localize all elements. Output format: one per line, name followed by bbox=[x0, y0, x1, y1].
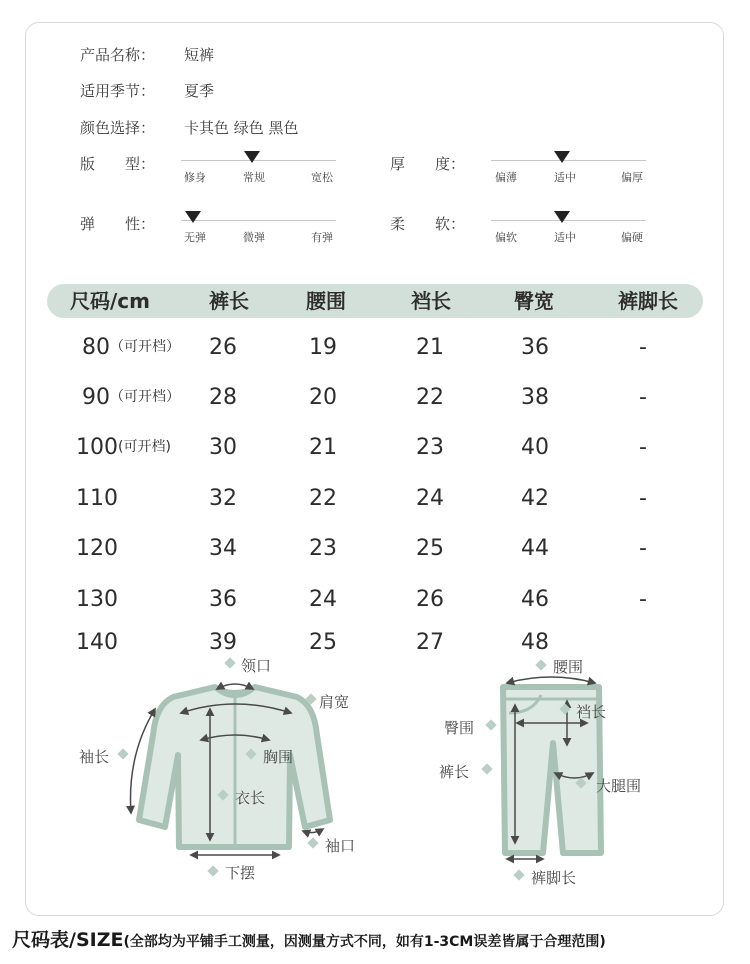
scale-tick: 偏薄 bbox=[495, 171, 517, 184]
label-shirt-length: 衣长 bbox=[235, 789, 266, 807]
size-note: （可开档） bbox=[110, 389, 180, 405]
hip-cell: 40 bbox=[521, 435, 549, 460]
rise-cell: 23 bbox=[416, 435, 444, 460]
scale-tick: 常规 bbox=[243, 171, 265, 184]
hip-cell: 48 bbox=[521, 630, 549, 655]
column-header-pants-length: 裤长 bbox=[209, 289, 249, 313]
hip-cell: 42 bbox=[521, 486, 549, 511]
label-thigh: 大腿围 bbox=[596, 777, 642, 795]
scale-tick: 偏硬 bbox=[621, 231, 643, 244]
scale-label-softness: 柔 软： bbox=[390, 215, 466, 233]
hip-cell: 36 bbox=[521, 335, 549, 360]
rise-cell: 25 bbox=[416, 536, 444, 561]
scale-tick: 有弹 bbox=[311, 231, 333, 244]
measurement-diagram bbox=[47, 635, 697, 905]
size-value: 90 bbox=[82, 385, 110, 410]
leg-opening-cell: - bbox=[639, 486, 647, 511]
size-note: (可开档) bbox=[118, 439, 171, 455]
table-row bbox=[0, 435, 750, 475]
scale-tick: 偏软 bbox=[495, 231, 517, 244]
label-hip: 臀围 bbox=[444, 719, 475, 737]
column-header-rise: 裆长 bbox=[411, 289, 451, 313]
attribute-product-name bbox=[80, 44, 214, 65]
label-pants-length: 裤长 bbox=[439, 763, 470, 781]
table-row bbox=[0, 536, 750, 576]
scale-tick: 偏厚 bbox=[621, 171, 643, 184]
label-cuff: 袖口 bbox=[325, 837, 356, 855]
attribute-color bbox=[80, 117, 299, 138]
pants-length-cell: 32 bbox=[209, 486, 237, 511]
table-row bbox=[0, 587, 750, 627]
label-collar: 领口 bbox=[241, 657, 272, 675]
size-value: 110 bbox=[76, 486, 118, 511]
scale-tick: 微弹 bbox=[243, 231, 265, 244]
pants-length-cell: 34 bbox=[209, 536, 237, 561]
scale-marker-icon bbox=[554, 151, 570, 163]
waist-cell: 22 bbox=[309, 486, 337, 511]
label-waist: 腰围 bbox=[553, 658, 584, 676]
pants-length-cell: 28 bbox=[209, 385, 237, 410]
thickness-scale bbox=[491, 154, 646, 194]
label-chest: 胸围 bbox=[263, 748, 294, 766]
scale-tick: 宽松 bbox=[311, 171, 333, 184]
size-table-footer bbox=[12, 925, 606, 952]
rise-cell: 26 bbox=[416, 587, 444, 612]
softness-scale bbox=[491, 214, 646, 254]
column-header-waist: 腰围 bbox=[306, 289, 346, 313]
attribute-value: 夏季 bbox=[184, 82, 215, 100]
scale-marker-icon bbox=[185, 211, 201, 223]
leg-opening-cell: - bbox=[639, 435, 647, 460]
attribute-value: 卡其色 绿色 黑色 bbox=[184, 119, 299, 137]
rise-cell: 21 bbox=[416, 335, 444, 360]
scale-tick: 适中 bbox=[554, 231, 576, 244]
size-value: 80 bbox=[82, 335, 110, 360]
label-sleeve-length: 袖长 bbox=[79, 748, 110, 766]
scale-label-thickness: 厚 度： bbox=[390, 155, 466, 173]
hip-cell: 38 bbox=[521, 385, 549, 410]
pants-length-cell: 36 bbox=[209, 587, 237, 612]
waist-cell: 19 bbox=[309, 335, 337, 360]
waist-cell: 20 bbox=[309, 385, 337, 410]
waist-cell: 24 bbox=[309, 587, 337, 612]
footer-note: (全部均为平铺手工测量，因测量方式不同，如有1-3CM误差皆属于合理范围) bbox=[123, 934, 606, 950]
size-cell bbox=[76, 536, 118, 561]
waist-cell: 23 bbox=[309, 536, 337, 561]
pants-length-cell: 39 bbox=[209, 630, 237, 655]
scale-tick: 修身 bbox=[184, 171, 206, 184]
attribute-season bbox=[80, 80, 214, 101]
waist-cell: 25 bbox=[309, 630, 337, 655]
leg-opening-cell: - bbox=[639, 536, 647, 561]
scale-label-fit: 版 型： bbox=[80, 155, 156, 173]
size-cell bbox=[82, 335, 180, 360]
garment-illustration bbox=[47, 635, 697, 905]
leg-opening-cell: - bbox=[639, 385, 647, 410]
size-cell bbox=[76, 486, 118, 511]
size-value: 130 bbox=[76, 587, 118, 612]
scale-tick: 适中 bbox=[554, 171, 576, 184]
column-header-size: 尺码/cm bbox=[70, 289, 150, 313]
size-value: 100 bbox=[76, 435, 118, 460]
label-shoulder-width: 肩宽 bbox=[319, 693, 350, 711]
rise-cell: 24 bbox=[416, 486, 444, 511]
label-hem: 下摆 bbox=[225, 864, 256, 882]
attribute-label: 适用季节： bbox=[80, 82, 156, 100]
waist-cell: 21 bbox=[309, 435, 337, 460]
table-row bbox=[0, 385, 750, 425]
size-value: 120 bbox=[76, 536, 118, 561]
hip-cell: 44 bbox=[521, 536, 549, 561]
rise-cell: 22 bbox=[416, 385, 444, 410]
size-cell bbox=[76, 435, 171, 460]
hip-cell: 46 bbox=[521, 587, 549, 612]
scale-marker-icon bbox=[244, 151, 260, 163]
fit-scale bbox=[181, 154, 336, 194]
leg-opening-cell: - bbox=[639, 335, 647, 360]
table-row bbox=[0, 486, 750, 526]
attribute-label: 颜色选择： bbox=[80, 119, 156, 137]
stretch-scale bbox=[181, 214, 336, 254]
attribute-label: 产品名称： bbox=[80, 46, 156, 64]
size-cell bbox=[76, 587, 118, 612]
size-value: 140 bbox=[76, 630, 118, 655]
label-leg-opening: 裤脚长 bbox=[531, 869, 577, 887]
leg-opening-cell: - bbox=[639, 587, 647, 612]
pants-length-cell: 30 bbox=[209, 435, 237, 460]
attribute-value: 短裤 bbox=[184, 46, 215, 64]
column-header-leg-opening: 裤脚长 bbox=[618, 289, 678, 313]
size-cell bbox=[82, 385, 180, 410]
label-rise: 裆长 bbox=[576, 703, 607, 721]
scale-line bbox=[181, 220, 336, 221]
rise-cell: 27 bbox=[416, 630, 444, 655]
column-header-hip: 臀宽 bbox=[514, 289, 554, 313]
scale-marker-icon bbox=[554, 211, 570, 223]
table-row bbox=[0, 335, 750, 375]
scale-label-stretch: 弹 性： bbox=[80, 215, 156, 233]
size-table-header bbox=[47, 284, 703, 318]
size-note: （可开档） bbox=[110, 339, 180, 355]
footer-title: 尺码表/SIZE bbox=[12, 929, 124, 951]
scale-tick: 无弹 bbox=[184, 231, 206, 244]
pants-length-cell: 26 bbox=[209, 335, 237, 360]
